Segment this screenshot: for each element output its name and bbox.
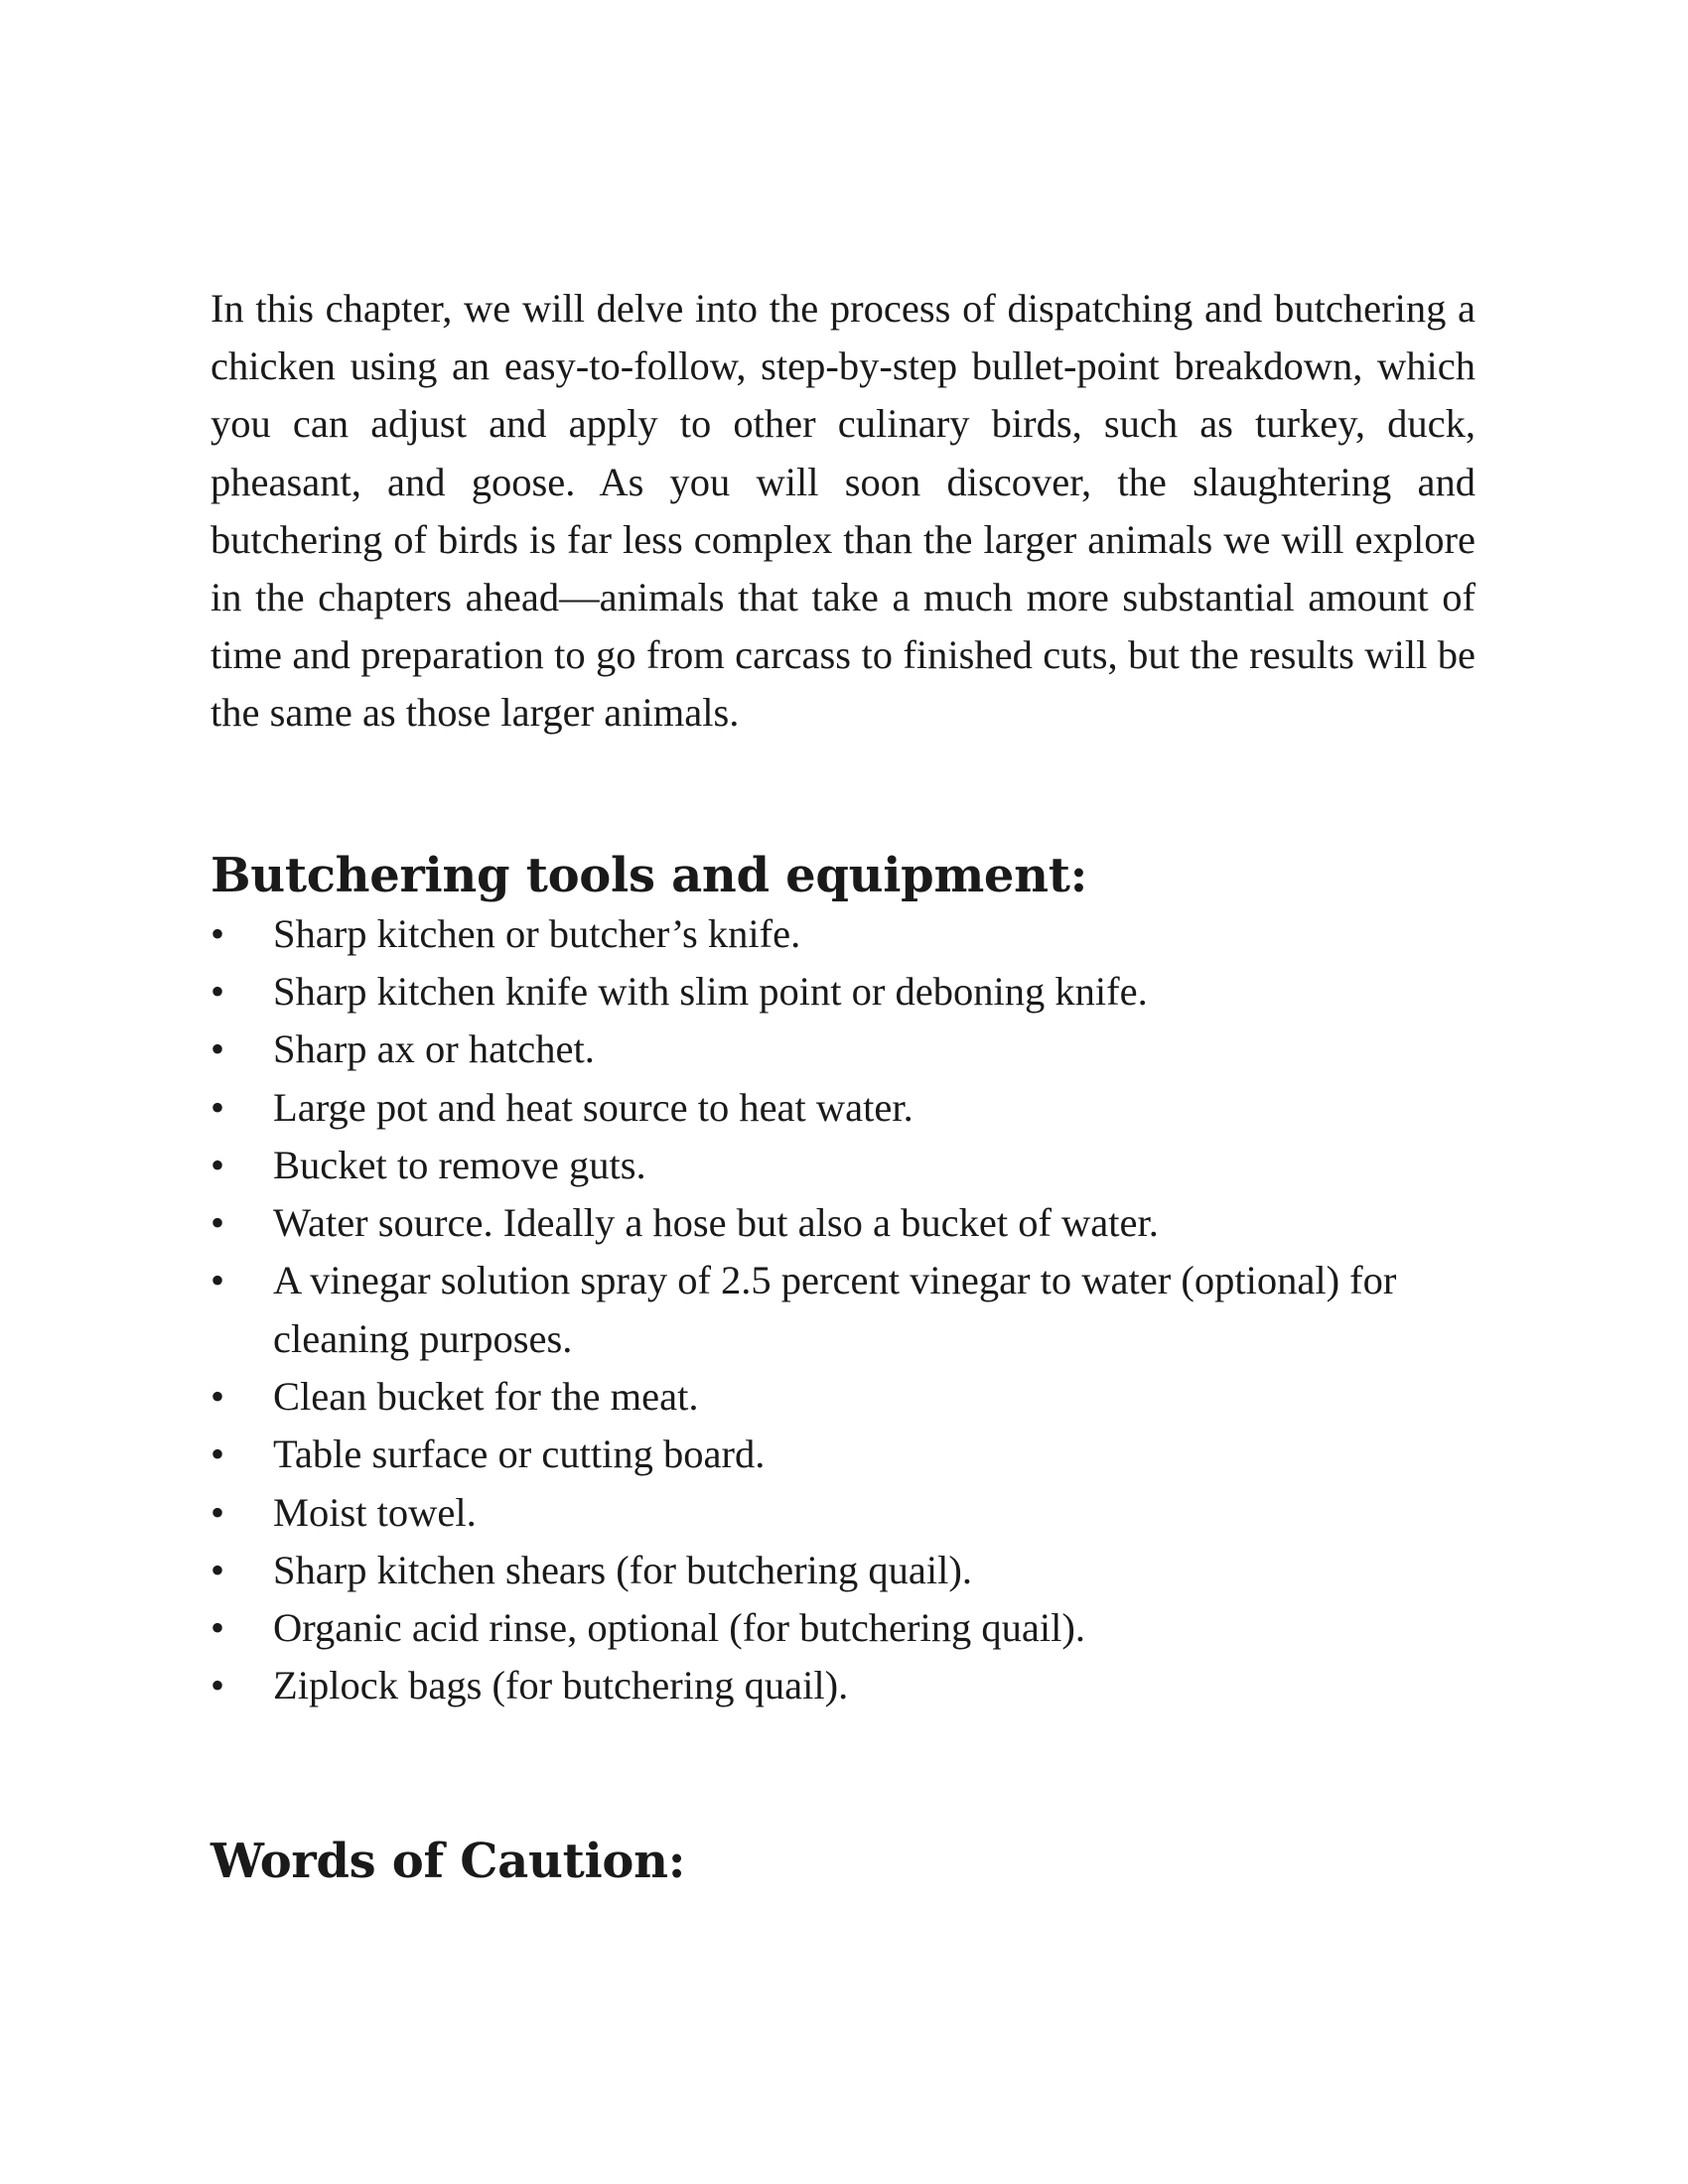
list-item-text: Sharp kitchen or butcher’s knife. — [273, 910, 801, 956]
list-item — [211, 905, 1476, 963]
list-item-text: Ziplock bags (for butchering quail). — [273, 1663, 849, 1708]
list-item-text: Organic acid rinse, optional (for butchering quail). — [273, 1605, 1085, 1651]
list-item — [211, 1252, 1476, 1368]
bullet-icon: • — [211, 910, 225, 956]
list-item-text: A vinegar solution spray of 2.5 percent vinegar to water (optional) for cleaning purposes. — [273, 1258, 1397, 1361]
bullet-icon: • — [211, 1663, 225, 1708]
list-item-text: Sharp kitchen shears (for butchering quail). — [273, 1547, 973, 1592]
list-item-text: Bucket to remove guts. — [273, 1142, 646, 1187]
bullet-icon: • — [211, 1489, 225, 1535]
list-item — [211, 1426, 1476, 1483]
bullet-icon: • — [211, 1258, 225, 1303]
list-item — [211, 1194, 1476, 1252]
list-item-text: Moist towel. — [273, 1489, 477, 1535]
list-item-text: Sharp ax or hatchet. — [273, 1026, 595, 1072]
list-item — [211, 1484, 1476, 1542]
bullet-icon: • — [211, 968, 225, 1014]
list-item — [211, 1599, 1476, 1657]
list-item — [211, 1079, 1476, 1137]
tools-list — [211, 905, 1476, 1715]
list-item — [211, 963, 1476, 1021]
list-item — [211, 1368, 1476, 1426]
bullet-icon: • — [211, 1374, 225, 1419]
list-item — [211, 1021, 1476, 1078]
page-content — [211, 280, 1476, 1891]
bullet-icon: • — [211, 1026, 225, 1072]
list-item-text: Clean bucket for the meat. — [273, 1374, 699, 1419]
bullet-icon: • — [211, 1547, 225, 1592]
intro-paragraph: In this chapter, we will delve into the process of dispatching and butchering a chicken using an easy-to-follow, step-by-step bullet-point breakdown, which you can adjust and apply to other culinary birds, such as turkey, duck, pheasant, and goose. As you will soon discover, the slaughtering and butchering of birds is far less complex than the larger animals we will explore in the chapters ahead—animals that take a much more substantial amount of time and preparation to go from carcass to finished cuts, but the results will be the same as those larger animals. — [211, 286, 1476, 736]
list-item — [211, 1657, 1476, 1714]
list-item — [211, 1542, 1476, 1599]
list-item-text: Water source. Ideally a hose but also a bucket of water. — [273, 1200, 1159, 1246]
bullet-icon: • — [211, 1432, 225, 1477]
list-item-text: Table surface or cutting board. — [273, 1432, 766, 1477]
tools-heading: Butchering tools and equipment: — [211, 847, 1088, 903]
list-item-text: Sharp kitchen knife with slim point or deboning knife. — [273, 968, 1148, 1014]
bullet-icon: • — [211, 1605, 225, 1651]
bullet-icon: • — [211, 1142, 225, 1187]
list-item-text: Large pot and heat source to heat water. — [273, 1084, 914, 1130]
caution-heading: Words of Caution: — [211, 1833, 686, 1889]
list-item — [211, 1137, 1476, 1194]
bullet-icon: • — [211, 1200, 225, 1246]
bullet-icon: • — [211, 1084, 225, 1130]
